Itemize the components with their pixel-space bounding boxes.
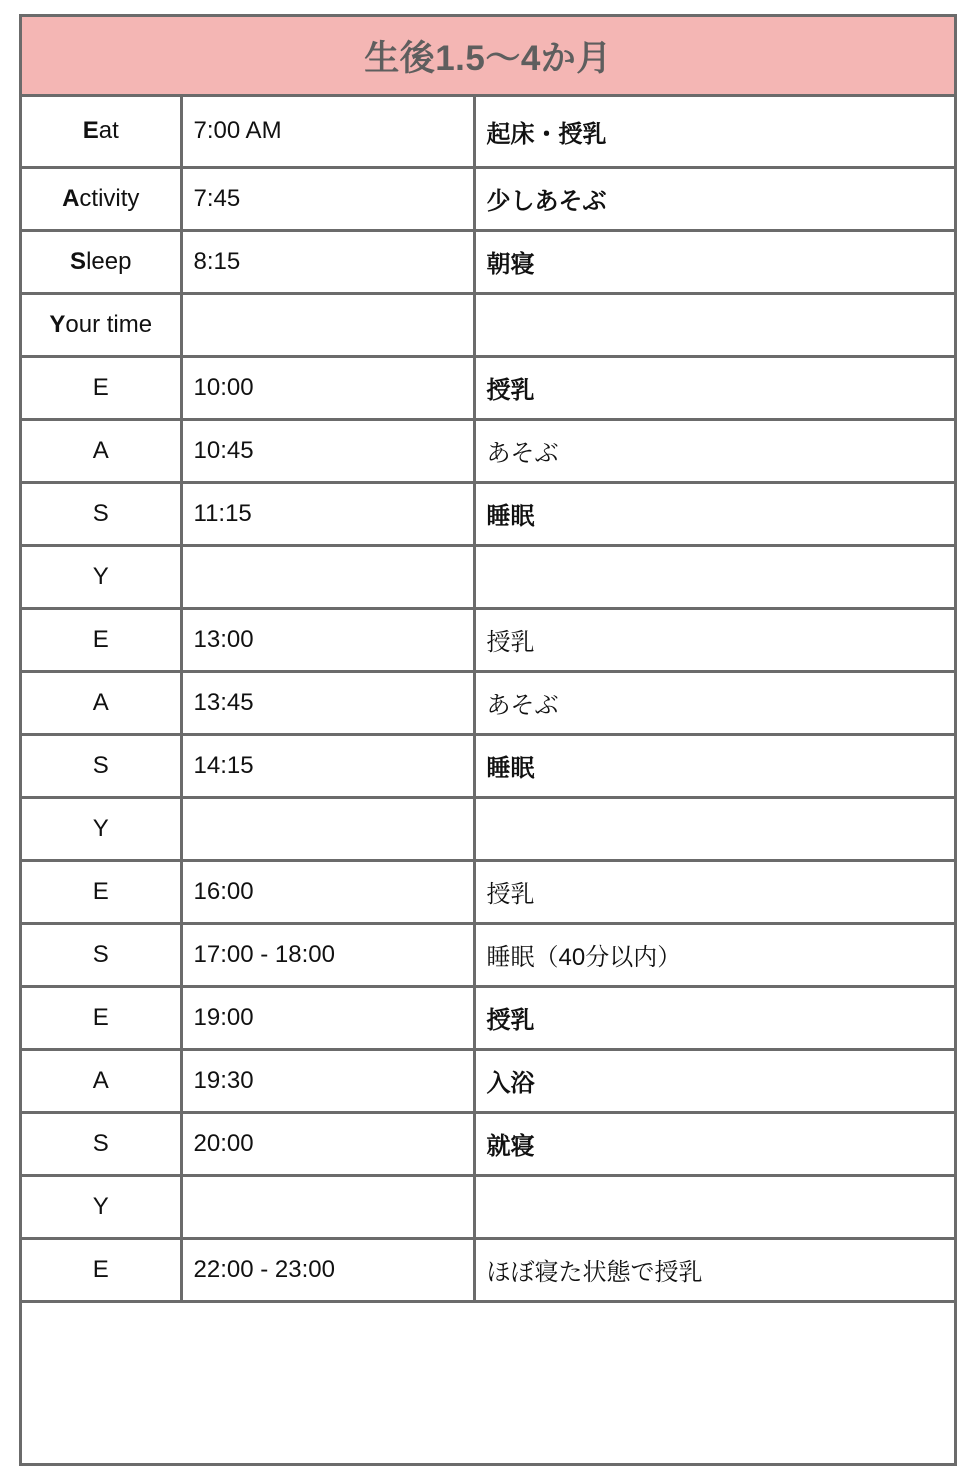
time-cell — [181, 1238, 474, 1301]
activity-cell — [474, 419, 954, 482]
activity-text: 朝寝 — [486, 251, 535, 278]
activity-cell — [474, 482, 954, 545]
phase-label: ctivity — [79, 184, 140, 212]
activity-cell — [474, 797, 954, 860]
phase-label: Y — [92, 562, 109, 590]
phase-initial: A — [62, 184, 80, 212]
phase-label-cell — [22, 545, 181, 608]
activity-text: 少しあそぶ — [486, 188, 607, 215]
activity-cell — [474, 1238, 954, 1301]
table-row — [22, 1112, 954, 1175]
activity-cell — [474, 230, 954, 293]
phase-label-cell — [22, 293, 181, 356]
time-cell — [181, 356, 474, 419]
time-cell — [181, 923, 474, 986]
phase-label: A — [92, 688, 109, 716]
phase-label: our time — [65, 310, 153, 338]
phase-label-cell — [22, 356, 181, 419]
time-cell — [181, 167, 474, 230]
activity-cell — [474, 167, 954, 230]
schedule-table — [22, 97, 954, 1303]
phase-label: E — [92, 625, 109, 653]
activity-cell — [474, 97, 954, 167]
time-value: 19:30 — [193, 1066, 254, 1094]
phase-label-cell — [22, 1049, 181, 1112]
table-row — [22, 734, 954, 797]
time-cell — [181, 1049, 474, 1112]
time-cell — [181, 293, 474, 356]
time-value: 16:00 — [193, 877, 254, 905]
phase-label-cell — [22, 482, 181, 545]
time-value: 10:00 — [193, 373, 254, 401]
time-value: 14:15 — [193, 751, 254, 779]
time-value: 20:00 — [193, 1129, 254, 1157]
time-value: 11:15 — [193, 499, 252, 527]
table-row — [22, 356, 954, 419]
phase-initial: E — [82, 117, 99, 145]
activity-cell — [474, 986, 954, 1049]
phase-label: leep — [86, 247, 132, 275]
activity-text: 睡眠 — [486, 503, 535, 530]
phase-label-cell — [22, 671, 181, 734]
phase-label-cell — [22, 230, 181, 293]
time-value: 7:00 AM — [193, 117, 282, 145]
phase-label-cell — [22, 97, 181, 167]
phase-label-cell — [22, 608, 181, 671]
table-row — [22, 608, 954, 671]
time-value: 17:00 - 18:00 — [193, 940, 335, 968]
time-value: 13:45 — [193, 688, 254, 716]
phase-label: E — [92, 877, 109, 905]
phase-initial: S — [70, 247, 87, 275]
phase-label-cell — [22, 797, 181, 860]
activity-text: 起床・授乳 — [486, 120, 607, 148]
time-cell — [181, 860, 474, 923]
activity-cell — [474, 293, 954, 356]
phase-label-cell — [22, 1112, 181, 1175]
phase-label-cell — [22, 986, 181, 1049]
activity-text: あそぶ — [486, 692, 559, 719]
phase-label: S — [92, 499, 109, 527]
table-row — [22, 293, 954, 356]
activity-cell — [474, 734, 954, 797]
time-cell — [181, 797, 474, 860]
activity-text: 睡眠 — [486, 755, 535, 782]
time-cell — [181, 671, 474, 734]
table-row — [22, 923, 954, 986]
phase-label-cell — [22, 167, 181, 230]
table-row — [22, 482, 954, 545]
time-cell — [181, 1175, 474, 1238]
activity-text: 睡眠（40分以内） — [486, 944, 682, 971]
table-row — [22, 167, 954, 230]
activity-cell — [474, 1112, 954, 1175]
time-cell — [181, 734, 474, 797]
time-cell — [181, 97, 474, 167]
table-row — [22, 1238, 954, 1301]
phase-label: S — [92, 1129, 109, 1157]
phase-label-cell — [22, 923, 181, 986]
activity-text: 授乳 — [486, 377, 535, 404]
activity-cell — [474, 1175, 954, 1238]
time-cell — [181, 608, 474, 671]
phase-label: A — [92, 1066, 109, 1094]
phase-label: E — [92, 1255, 109, 1283]
phase-label: E — [92, 1003, 109, 1031]
activity-text: 授乳 — [486, 1007, 535, 1034]
activity-text: あそぶ — [486, 440, 559, 467]
table-row — [22, 1175, 954, 1238]
activity-cell — [474, 860, 954, 923]
activity-cell — [474, 545, 954, 608]
table-row — [22, 97, 954, 167]
phase-label: A — [92, 436, 109, 464]
time-value: 13:00 — [193, 625, 254, 653]
activity-text: ほぼ寝た状態で授乳 — [486, 1259, 703, 1286]
phase-initial: Y — [49, 310, 66, 338]
time-cell — [181, 419, 474, 482]
schedule-body — [22, 97, 954, 1301]
activity-text: 授乳 — [486, 629, 535, 656]
title-bar — [22, 17, 954, 97]
phase-label-cell — [22, 1175, 181, 1238]
phase-label: S — [92, 940, 109, 968]
table-row — [22, 545, 954, 608]
phase-label-cell — [22, 860, 181, 923]
time-cell — [181, 482, 474, 545]
time-value: 10:45 — [193, 436, 254, 464]
phase-label: Y — [92, 1192, 109, 1220]
table-row — [22, 230, 954, 293]
time-cell — [181, 230, 474, 293]
time-value: 8:15 — [193, 247, 241, 275]
table-row — [22, 986, 954, 1049]
activity-cell — [474, 1049, 954, 1112]
table-row — [22, 860, 954, 923]
activity-text: 就寝 — [486, 1133, 535, 1160]
time-value: 19:00 — [193, 1003, 254, 1031]
table-row — [22, 419, 954, 482]
phase-label-cell — [22, 419, 181, 482]
time-cell — [181, 986, 474, 1049]
table-row — [22, 1049, 954, 1112]
phase-label: at — [98, 117, 119, 145]
phase-label: Y — [92, 814, 109, 842]
activity-text: 入浴 — [486, 1070, 535, 1097]
activity-text: 授乳 — [486, 881, 535, 908]
page-title: 生後1.5〜4か月 — [364, 38, 612, 78]
schedule-sheet — [19, 14, 957, 1466]
activity-cell — [474, 671, 954, 734]
table-row — [22, 797, 954, 860]
phase-label: E — [92, 373, 109, 401]
table-row — [22, 671, 954, 734]
time-cell — [181, 1112, 474, 1175]
time-cell — [181, 545, 474, 608]
time-value: 22:00 - 23:00 — [193, 1255, 335, 1283]
activity-cell — [474, 923, 954, 986]
phase-label-cell — [22, 1238, 181, 1301]
activity-cell — [474, 608, 954, 671]
phase-label-cell — [22, 734, 181, 797]
phase-label: S — [92, 751, 109, 779]
time-value: 7:45 — [193, 184, 241, 212]
activity-cell — [474, 356, 954, 419]
